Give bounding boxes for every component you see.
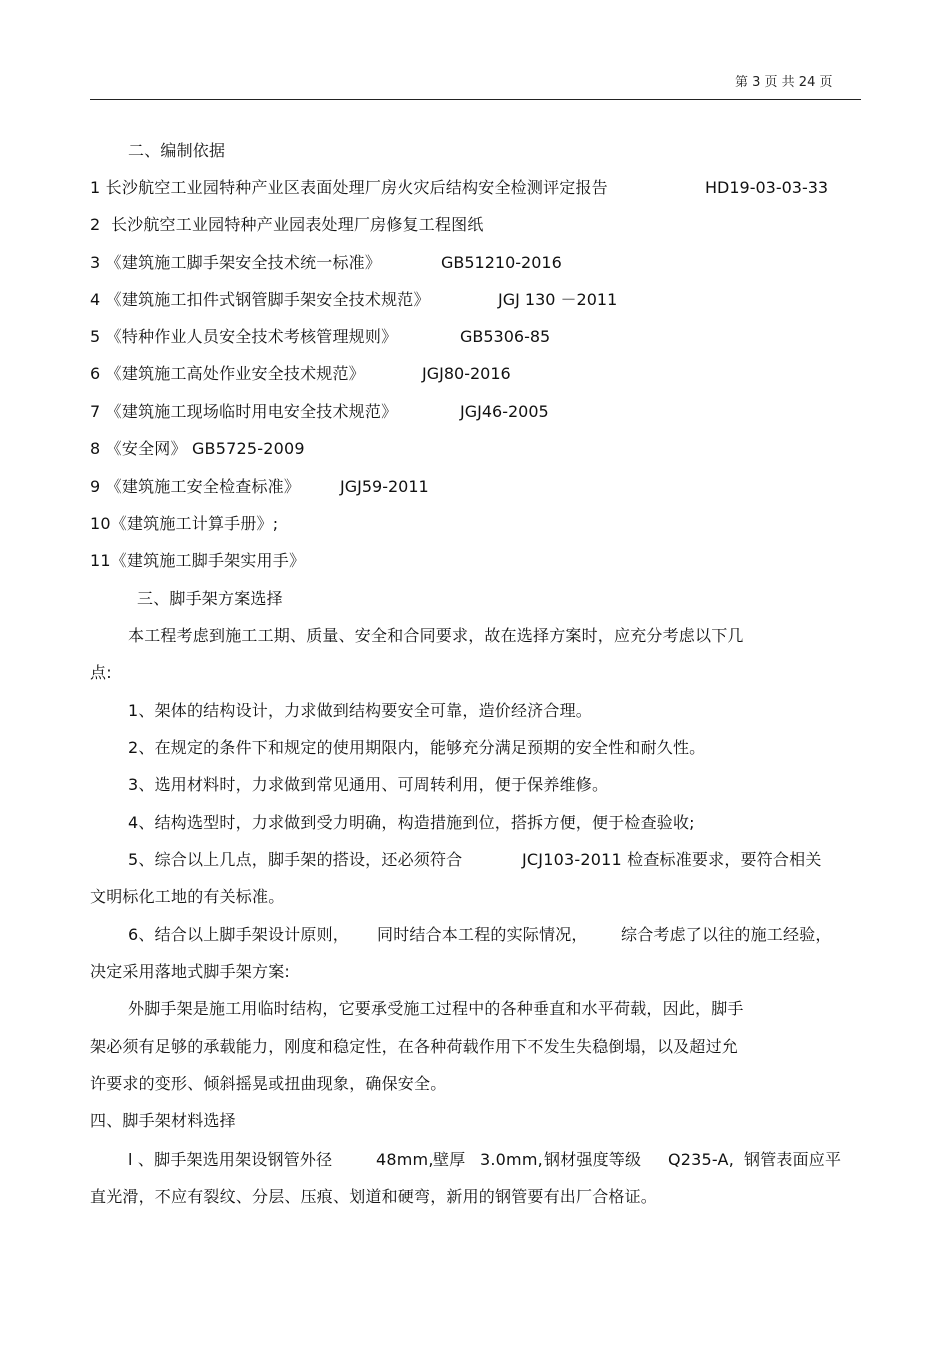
ref-6-code: JGJ80-2016 <box>422 364 511 383</box>
section-4-title: 四、脚手架材料选择 <box>90 1111 236 1130</box>
s3-point-5-b: JCJ103-2011 检查标准要求，要符合相关 <box>522 850 822 869</box>
s3-point-6-c: 综合考虑了以往的施工经验， <box>621 925 832 944</box>
ref-3-text: 3 《建筑施工脚手架安全技术统一标准》 <box>90 253 382 272</box>
ref-10-text: 10《建筑施工计算手册》; <box>90 514 279 533</box>
ref-7-code: JGJ46-2005 <box>460 402 549 421</box>
header-rule <box>90 99 861 100</box>
s3-point-5-a: 5、综合以上几点，脚手架的搭设，还必须符合 <box>128 850 463 869</box>
s4-point-1-c: 壁厚 <box>433 1150 466 1169</box>
ref-5-code: GB5306-85 <box>460 327 551 346</box>
ref-9-code: JGJ59-2011 <box>340 477 429 496</box>
s4-point-1-a: l 、脚手架选用架设钢管外径 <box>128 1150 333 1169</box>
ref-1-text: 1 长沙航空工业园特种产业区表面处理厂房火灾后结构安全检测评定报告 <box>90 178 608 197</box>
s4-point-1-d: 3.0mm, <box>480 1150 543 1169</box>
s3-point-1: 1、架体的结构设计，力求做到结构要安全可靠，造价经济合理。 <box>128 701 592 720</box>
ref-2-text: 2 长沙航空工业园特种产业园表处理厂房修复工程图纸 <box>90 215 484 234</box>
s3-point-2: 2、在规定的条件下和规定的使用期限内，能够充分满足预期的安全性和耐久性。 <box>128 738 706 757</box>
s4-point-1-h: 直光滑，不应有裂纹、分层、压痕、划道和硬弯，新用的钢管要有出厂合格证。 <box>90 1187 658 1206</box>
ref-1-code: HD19-03-03-33 <box>705 178 829 197</box>
s3-point-6-b: 同时结合本工程的实际情况， <box>377 925 588 944</box>
s3-point-4: 4、结构选型时，力求做到受力明确，构造措施到位，搭拆方便，便于检查验收; <box>128 813 695 832</box>
ref-6-text: 6 《建筑施工高处作业安全技术规范》 <box>90 364 365 383</box>
s4-point-1-e: 钢材强度等级 <box>544 1150 642 1169</box>
ref-5-text: 5 《特种作业人员安全技术考核管理规则》 <box>90 327 398 346</box>
s3-point-6-d: 决定采用落地式脚手架方案: <box>90 962 290 981</box>
s3-intro-line-1: 本工程考虑到施工工期、质量、安全和合同要求，故在选择方案时，应充分考虑以下几 <box>128 626 744 645</box>
s4-point-1-b: 48mm, <box>376 1150 434 1169</box>
s3-point-3: 3、选用材料时，力求做到常见通用、可周转利用，便于保养维修。 <box>128 775 609 794</box>
ref-9-text: 9 《建筑施工安全检查标准》 <box>90 477 301 496</box>
s3-point-6-a: 6、结合以上脚手架设计原则， <box>128 925 349 944</box>
s3-point-5-c: 文明标化工地的有关标准。 <box>90 887 285 906</box>
s3-para-7-line-1: 外脚手架是施工用临时结构，它要承受施工过程中的各种垂直和水平荷载，因此，脚手 <box>128 999 744 1018</box>
section-2-title: 二、编制依据 <box>128 141 226 160</box>
page-indicator: 第 3 页 共 24 页 <box>735 75 833 90</box>
s4-point-1-f: Q235-A, <box>668 1150 734 1169</box>
s3-para-7-line-2: 架必须有足够的承载能力，刚度和稳定性，在各种荷载作用下不发生失稳倒塌，以及超过允 <box>90 1037 739 1056</box>
ref-7-text: 7 《建筑施工现场临时用电安全技术规范》 <box>90 402 398 421</box>
ref-4-code: JGJ 130 －2011 <box>498 290 618 309</box>
section-3-title: 三、脚手架方案选择 <box>137 589 283 608</box>
s4-point-1-g: 钢管表面应平 <box>744 1150 842 1169</box>
ref-11-text: 11《建筑施工脚手架实用手》 <box>90 551 306 570</box>
ref-3-code: GB51210-2016 <box>441 253 562 272</box>
s3-intro-line-2: 点: <box>90 663 112 682</box>
s3-para-7-line-3: 许要求的变形、倾斜摇晃或扭曲现象，确保安全。 <box>90 1074 447 1093</box>
ref-4-text: 4 《建筑施工扣件式钢管脚手架安全技术规范》 <box>90 290 430 309</box>
ref-8-text: 8 《安全网》 GB5725-2009 <box>90 439 305 458</box>
